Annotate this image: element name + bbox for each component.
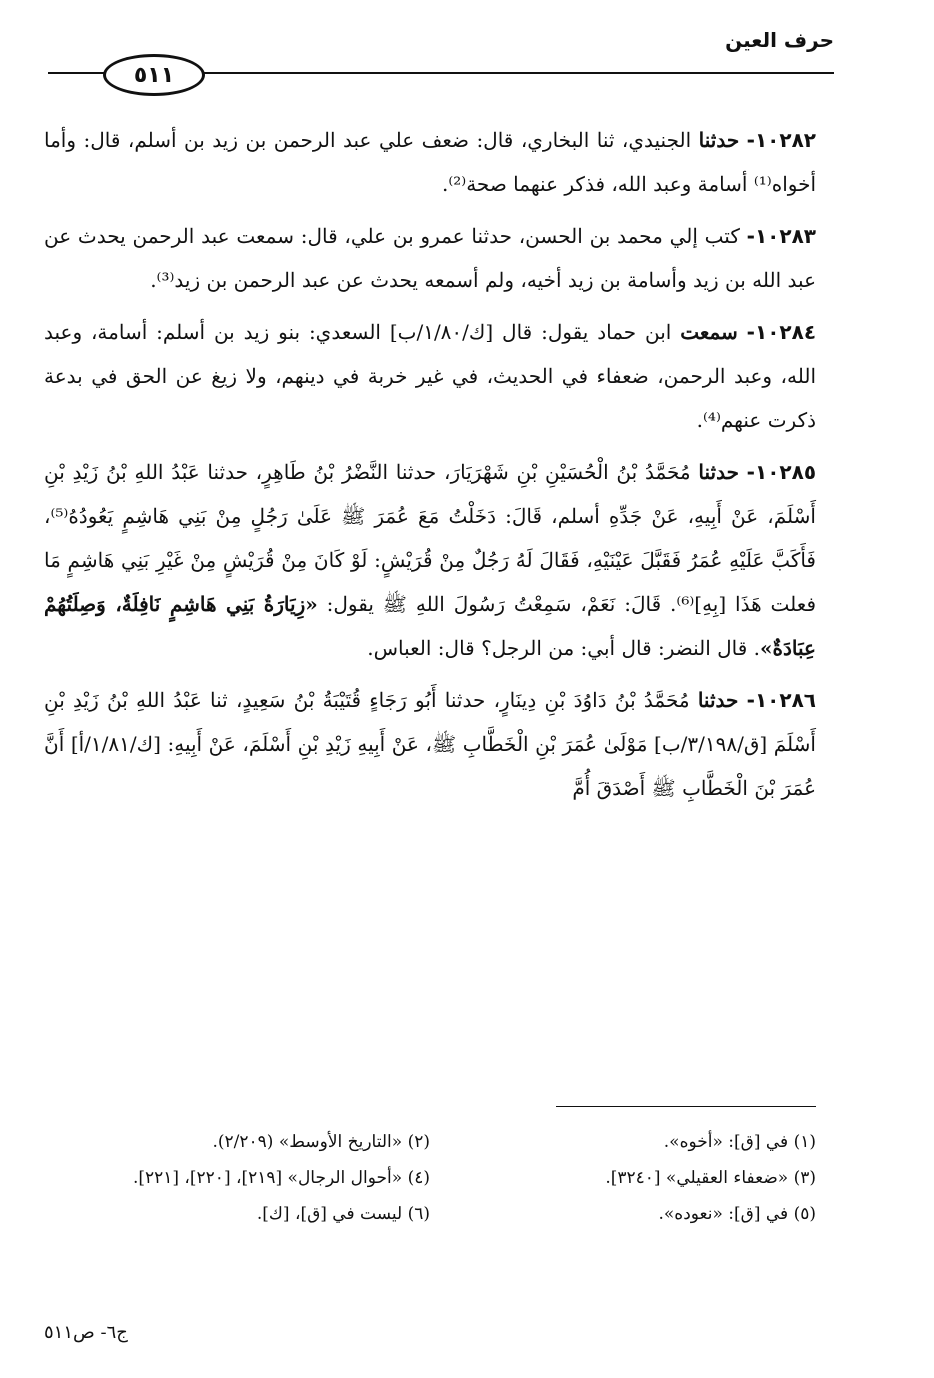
entry-text: الجنيدي، ثنا البخاري، قال: ضعف علي عبد الرحمن بن زيد بن أسلم، قال: وأما أخواه⁽¹⁾ أسامة وعبد الله، فذكر عنهما صحة⁽²⁾. — [44, 128, 816, 196]
chapter-title: حرف العين — [725, 28, 834, 52]
hadith-entry — [44, 450, 816, 670]
footnote: (٤) «أحوال الرجال» [٢١٩]، [٢٢٠]، [٢٢١]. — [132, 1168, 430, 1188]
page-number-badge: ٥١١ — [103, 54, 205, 96]
footnote: (٢) «التاريخ الأوسط» (٢/٢٠٩). — [212, 1132, 430, 1152]
hadith-entry — [44, 678, 816, 810]
entry-number: ١٠٢٨٦- — [746, 688, 816, 712]
footnote-row — [44, 1196, 816, 1232]
entry-text: كتب إلي محمد بن الحسن، حدثنا عمرو بن علي، قال: سمعت عبد الرحمن يحدث عن عبد الله بن زيد وأسامة بن زيد أخيه، ولم أسمعه يحدث عن عبد الرحمن بن زيد⁽³⁾. — [44, 224, 816, 292]
entry-text: مُحَمَّدُ بْنُ دَاوُدَ بْنِ دِينَارٍ، حدثنا أَبُو رَجَاءٍ قُتَيْبَةُ بْنُ سَعِيدٍ، ثنا عَبْدُ اللهِ بْنُ زَيْدِ بْنِ أَسْلَمَ [ق/٣/١٩٨/ب] مَوْلَىٰ عُمَرَ بْنِ الْخَطَّابِ ﷺ، عَنْ أَبِيهِ زَيْدِ بْنِ أَسْلَمَ، عَنْ أَبِيهِ: [ك/١/٨١/أ] أَنَّ عُمَرَ بْنَ الْخَطَّابِ ﷺ أَصْدَقَ أُمَّ — [44, 688, 816, 800]
entry-keyword: حدثنا — [697, 688, 739, 712]
main-text — [44, 118, 816, 818]
entry-text: ابن حماد يقول: قال [ك/١/٨٠/ب] السعدي: بنو زيد بن أسلم: أسامة، وعبد الله، وعبد الرحمن، ضعفاء في الحديث، في غير خربة في دينهم، ولا زيغ عن الحق في بدعة ذكرت عنهم⁽⁴⁾. — [44, 320, 816, 432]
entry-keyword: سمعت — [680, 320, 738, 344]
footnote-row — [44, 1124, 816, 1160]
hadith-entry — [44, 214, 816, 302]
entry-keyword: حدثنا — [698, 460, 739, 484]
hadith-entry — [44, 118, 816, 206]
volume-page-reference: ج٦- ص٥١١ — [44, 1322, 128, 1343]
footnote-row — [44, 1160, 816, 1196]
footnote: (٦) ليست في [ق]، [ك]. — [256, 1204, 430, 1224]
entry-text: مُحَمَّدُ بْنُ الْحُسَيْنِ بْنِ شَهْرَيَارَ، حدثنا النَّضْرُ بْنُ طَاهِرٍ، حدثنا عَبْدُ اللهِ بْنُ زَيْدِ بْنِ أَسْلَمَ، عَنْ أَبِيهِ، عَنْ جَدِّهِ أسلم، قَالَ: دَخَلْتُ مَعَ عُمَرَ ﷺ عَلَىٰ رَجُلٍ مِنْ بَنِي هَاشِمٍ يَعُودُهُ⁽⁵⁾، فَأَكَبَّ عَلَيْهِ عُمَرُ فَقَبَّلَ عَيْنَيْهِ، فَقَالَ لَهُ رَجُلٌ مِنْ قُرَيْشٍ: لَوْ كَانَ مِنْ قُرَيْشٍ مِنْ غَيْرِ بَنِي هَاشِمٍ مَا فعلت هَذَا [بِهِ]⁽⁶⁾. قَالَ: نَعَمْ، سَمِعْتُ رَسُولَ اللهِ ﷺ يقول: — [44, 460, 817, 616]
footnote: (٣) «ضعفاء العقيلي» [٣٢٤٠]. — [605, 1168, 816, 1188]
prophetic-quote: «زِيَارَةُ بَنِي هَاشِمٍ نَافِلَةٌ، وَصِلَتُهُمْ عِبَادَةٌ» — [44, 592, 816, 660]
footnote: (٥) في [ق]: «نعوده». — [658, 1204, 816, 1224]
entry-number: ١٠٢٨٣- — [746, 224, 817, 248]
entry-number: ١٠٢٨٥- — [746, 460, 817, 484]
footnotes — [44, 1124, 816, 1232]
footnote: (١) في [ق]: «أخوه». — [663, 1132, 816, 1152]
footnote-rule — [556, 1106, 816, 1107]
entry-number: ١٠٢٨٤- — [746, 320, 817, 344]
entry-number: ١٠٢٨٢- — [746, 128, 817, 152]
entry-text-after: . قال النضر: قال أبي: من الرجل؟ قال: العباس. — [367, 636, 761, 660]
hadith-entry — [44, 310, 816, 442]
entry-keyword: حدثنا — [698, 128, 740, 152]
